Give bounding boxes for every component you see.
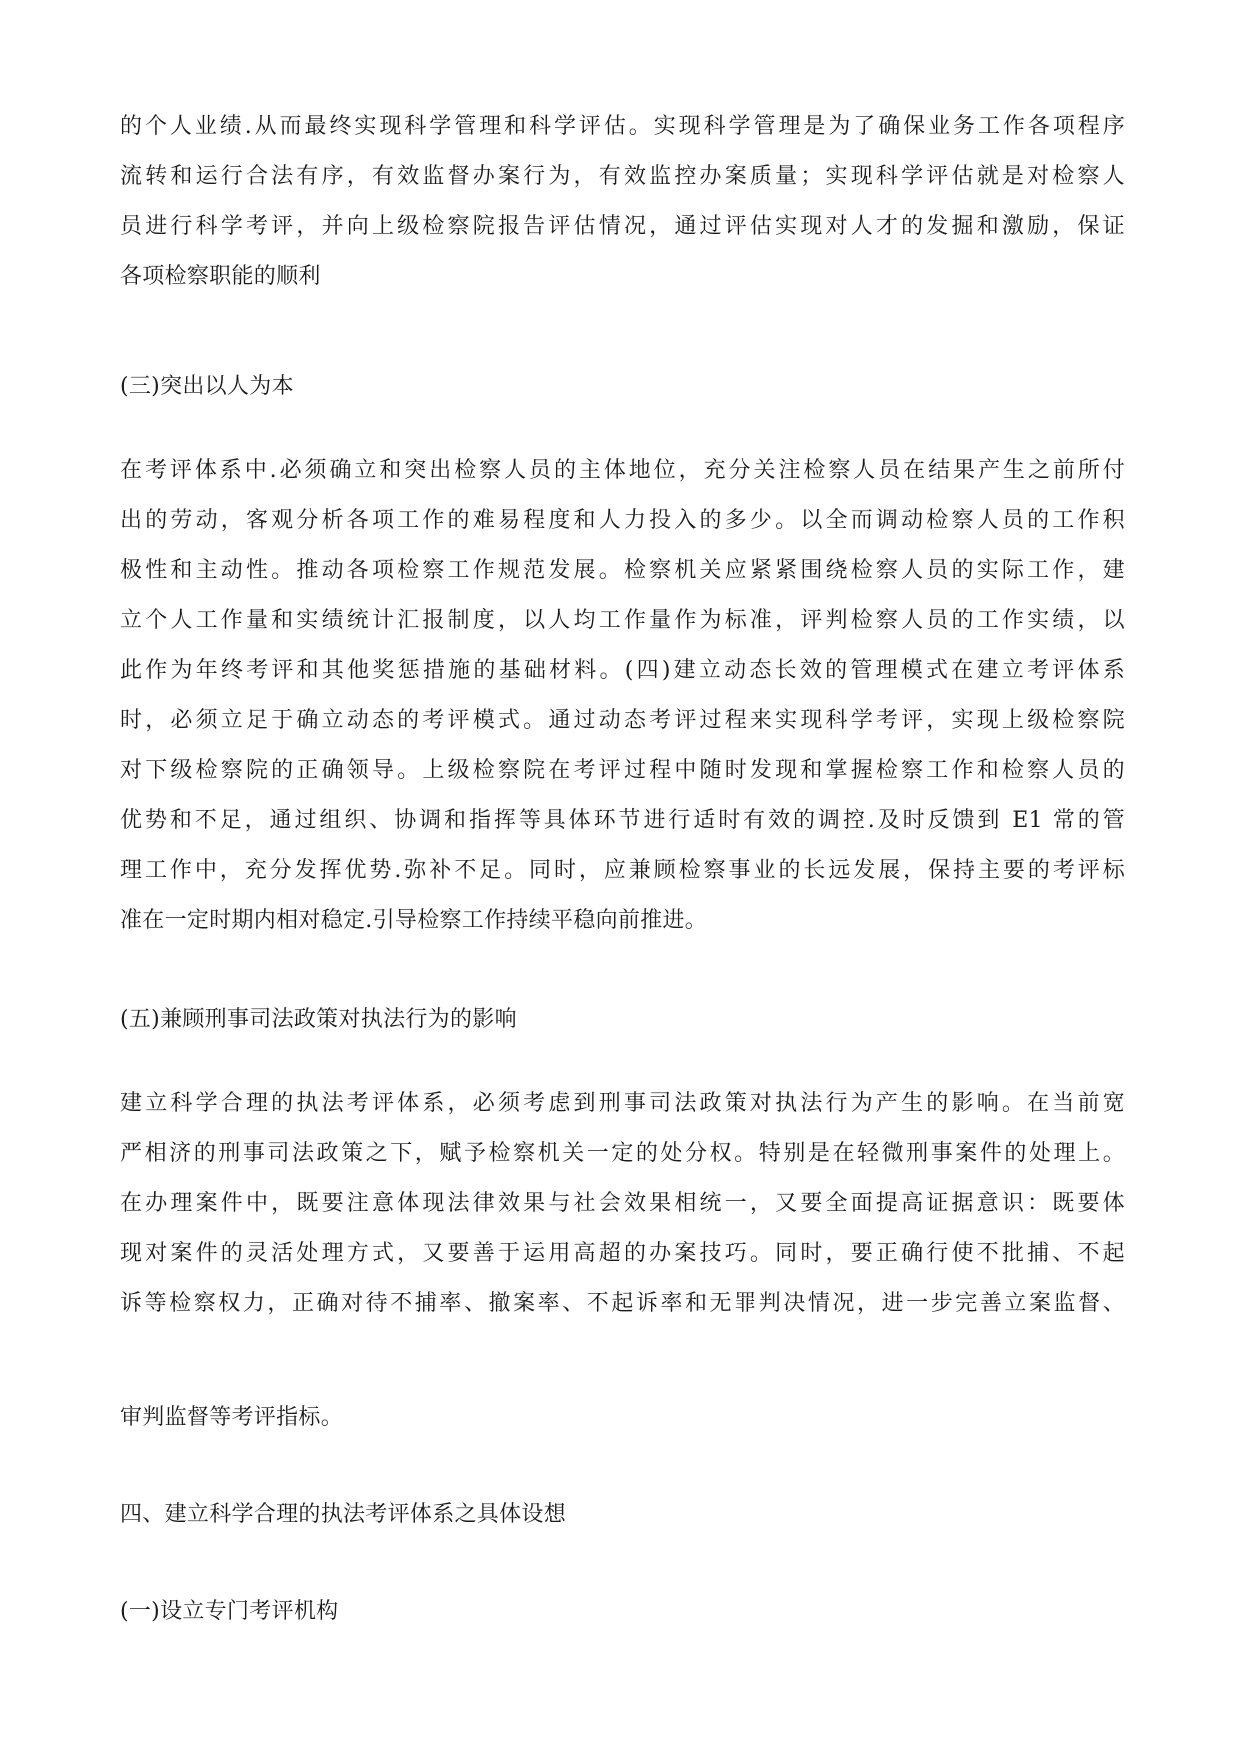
text-line: 员进行科学考评，并向上级检察院报告评估情况，通过评估实现对人才的发掘和激励，保证 — [120, 214, 1125, 239]
text-line: 建立科学合理的执法考评体系，必须考虑到刑事司法政策对执法行为产生的影响。在当前宽 — [120, 1091, 1125, 1116]
text-line: 准在一定时期内相对稳定.引导检察工作持续平稳向前推进。 — [120, 908, 708, 933]
section-heading-criminal-policy: (五)兼顾刑事司法政策对执法行为的影响 — [120, 1007, 517, 1032]
text-line: 在考评体系中.必须确立和突出检察人员的主体地位，充分关注检察人员在结果产生之前所付 — [120, 458, 1125, 483]
paragraph-trial-supervision: 审判监督等考评指标。 — [120, 1405, 344, 1430]
text-line: 的个人业绩.从而最终实现科学管理和科学评估。实现科学管理是为了确保业务工作各项程序 — [120, 114, 1125, 139]
text-line: 时，必须立足于确立动态的考评模式。通过动态考评过程来实现科学考评，实现上级检察院 — [120, 708, 1125, 733]
paragraph-criminal-policy — [120, 1079, 1125, 1329]
text-line: 极性和主动性。推动各项检察工作规范发展。检察机关应紧紧围绕检察人员的实际工作，建 — [120, 558, 1125, 583]
section-heading-specific-ideas: 四、建立科学合理的执法考评体系之具体设想 — [120, 1502, 567, 1527]
text-line: 诉等检察权力，正确对待不捕率、撤案率、不起诉率和无罪判决情况，进一步完善立案监督、 — [120, 1291, 1125, 1316]
text-line: 此作为年终考评和其他奖惩措施的基础材料。(四)建立动态长效的管理模式在建立考评体系 — [120, 658, 1125, 683]
text-line: 立个人工作量和实绩统计汇报制度，以人均工作量作为标准，评判检察人员的工作实绩，以 — [120, 608, 1125, 633]
section-heading-people-oriented: (三)突出以人为本 — [120, 374, 294, 399]
text-line: 理工作中，充分发挥优势.弥补不足。同时，应兼顾检察事业的长远发展，保持主要的考评标 — [120, 858, 1125, 883]
text-line: 对下级检察院的正确领导。上级检察院在考评过程中随时发现和掌握检察工作和检察人员的 — [120, 758, 1125, 783]
section-heading-evaluation-agency: (一)设立专门考评机构 — [120, 1599, 339, 1624]
text-line: 现对案件的灵活处理方式，又要善于运用高超的办案技巧。同时，要正确行使不批捕、不起 — [120, 1241, 1125, 1266]
text-line: 流转和运行合法有序，有效监督办案行为，有效监控办案质量；实现科学评估就是对检察人 — [120, 164, 1125, 189]
paragraph-people-oriented — [120, 446, 1125, 946]
text-line: 各项检察职能的顺利 — [120, 264, 321, 289]
text-line: 出的劳动，客观分析各项工作的难易程度和人力投入的多少。以全而调动检察人员的工作积 — [120, 508, 1125, 533]
text-line: 严相济的刑事司法政策之下，赋予检察机关一定的处分权。特别是在轻微刑事案件的处理上。 — [120, 1141, 1125, 1166]
paragraph-achievement — [120, 102, 1125, 302]
text-line: 优势和不足，通过组织、协调和指挥等具体环节进行适时有效的调控.及时反馈到 E1 常的管 — [120, 808, 1125, 833]
text-line: 在办理案件中，既要注意体现法律效果与社会效果相统一，又要全面提高证据意识：既要体 — [120, 1191, 1125, 1216]
